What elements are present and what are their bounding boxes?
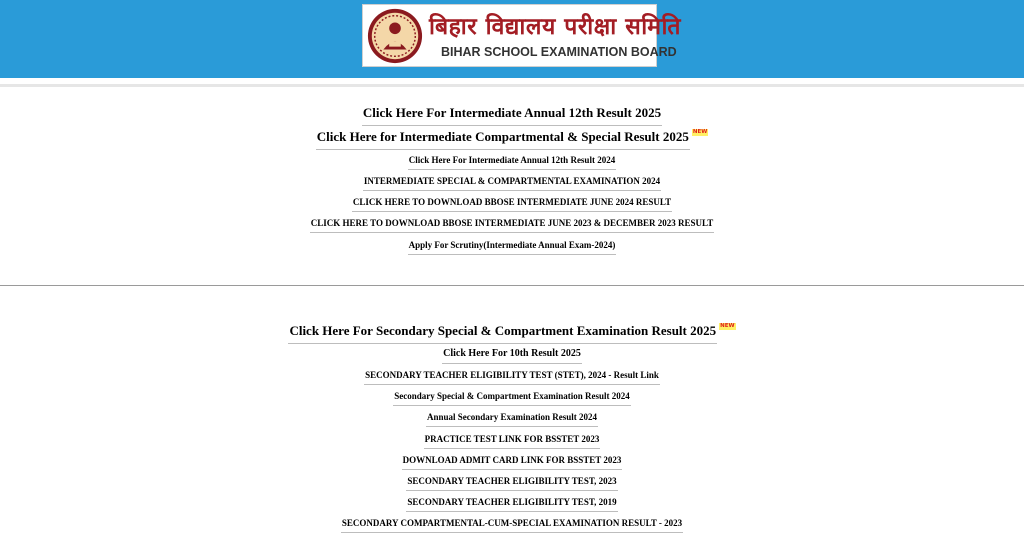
section-divider (0, 285, 1024, 286)
secondary-link[interactable]: Secondary Special & Compartment Examination Result 2024 (0, 391, 1024, 406)
header-separator (0, 84, 1024, 87)
secondary-link[interactable]: Click Here For Secondary Special & Compartment Examination Result 2025 NEW (0, 323, 1024, 344)
secondary-link[interactable]: SECONDARY TEACHER ELIGIBILITY TEST, 2019 (0, 497, 1024, 512)
intermediate-link[interactable]: Click Here For Intermediate Annual 12th Result 2025 (0, 105, 1024, 126)
secondary-link[interactable]: Annual Secondary Examination Result 2024 (0, 412, 1024, 427)
secondary-link[interactable]: SECONDARY TEACHER ELIGIBILITY TEST, 2023 (0, 476, 1024, 491)
intermediate-link[interactable]: Click Here for Intermediate Compartmental & Special Result 2025 NEW (0, 129, 1024, 150)
logo-english-title: BIHAR SCHOOL EXAMINATION BOARD (441, 45, 677, 59)
site-logo[interactable] (362, 4, 682, 67)
intermediate-link[interactable]: Apply For Scrutiny(Intermediate Annual Exam-2024) (0, 240, 1024, 255)
site-header (0, 0, 1024, 78)
new-badge-icon: NEW (720, 323, 735, 329)
intermediate-link[interactable]: CLICK HERE TO DOWNLOAD BBOSE INTERMEDIATE JUNE 2024 RESULT (0, 197, 1024, 212)
intermediate-link[interactable]: Click Here For Intermediate Annual 12th Result 2024 (0, 155, 1024, 170)
bseb-seal-icon (366, 7, 424, 65)
new-badge-icon: NEW (692, 129, 708, 135)
logo-hindi-title: बिहार विद्यालय परीक्षा समिति (429, 14, 682, 40)
secondary-link[interactable]: DOWNLOAD ADMIT CARD LINK FOR BSSTET 2023 (0, 455, 1024, 470)
secondary-link[interactable]: Click Here For 10th Result 2025 (0, 348, 1024, 364)
secondary-link[interactable]: PRACTICE TEST LINK FOR BSSTET 2023 (0, 434, 1024, 449)
secondary-link[interactable]: SECONDARY TEACHER ELIGIBILITY TEST (STET), 2024 - Result Link (0, 370, 1024, 385)
secondary-link[interactable]: SECONDARY COMPARTMENTAL-CUM-SPECIAL EXAMINATION RESULT - 2023 (0, 518, 1024, 533)
intermediate-link[interactable]: CLICK HERE TO DOWNLOAD BBOSE INTERMEDIATE JUNE 2023 & DECEMBER 2023 RESULT (0, 218, 1024, 233)
intermediate-link[interactable]: INTERMEDIATE SPECIAL & COMPARTMENTAL EXAMINATION 2024 (0, 176, 1024, 191)
